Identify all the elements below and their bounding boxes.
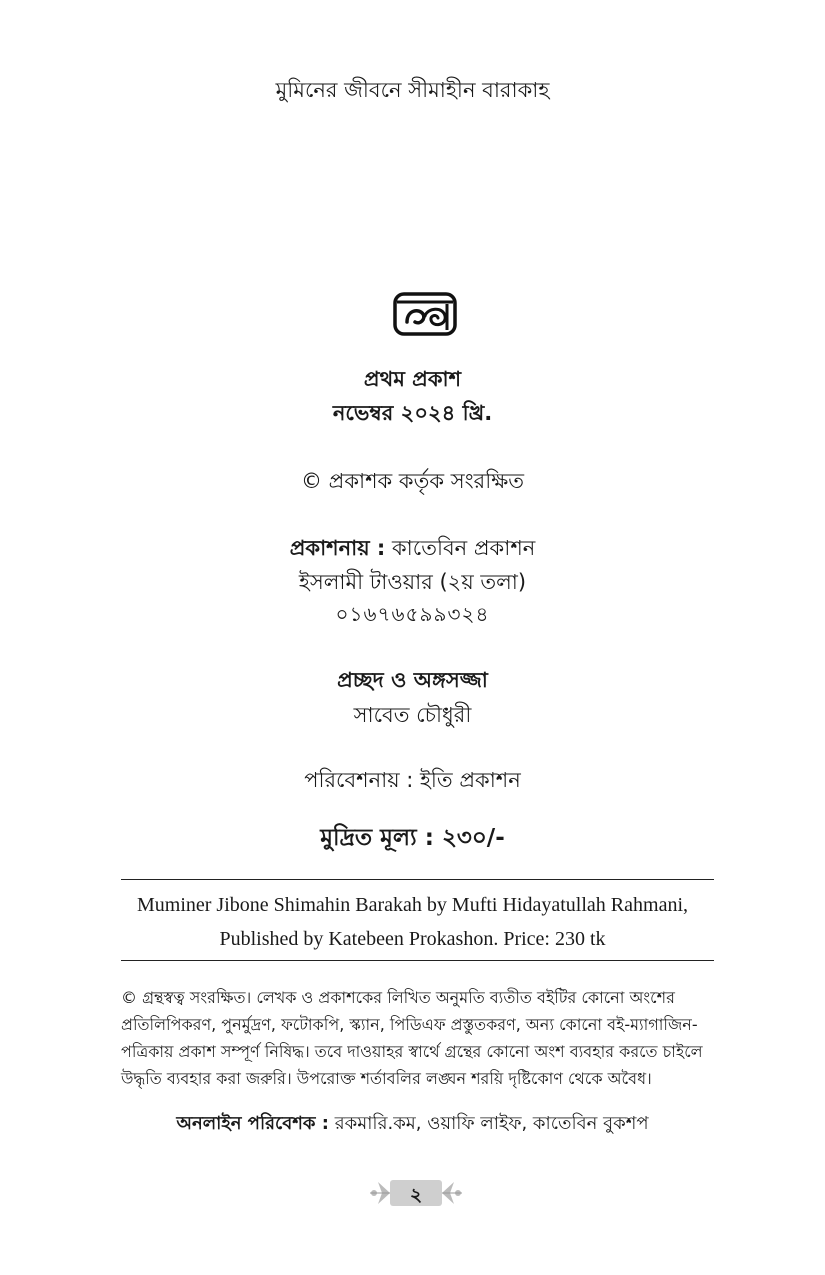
english-imprint-line-1: Muminer Jibone Shimahin Barakah by Mufti Hidayatullah Rahmani, xyxy=(136,894,688,916)
publisher-label: প্রকাশনায় : xyxy=(289,536,386,560)
publisher-address: ইসলামী টাওয়ার (২য় তলা) xyxy=(298,570,527,594)
rights-notice-line: প্রতিলিপিকরণ, পুনর্মুদ্রণ, ফটোকপি, স্ক্যান, পিডিএফ প্রস্তুতকরণ, অন্য কোনো বই-ম্যাগাজিন- xyxy=(121,1015,698,1034)
english-imprint-line-2: Published by Katebeen Prokashon. Price: 230 tk xyxy=(219,928,606,950)
rights-notice-line: © গ্রন্থস্বত্ব সংরক্ষিত। লেখক ও প্রকাশকের লিখিত অনুমতি ব্যতীত বইটির কোনো অংশের xyxy=(121,988,675,1007)
katebeen-logo-icon xyxy=(393,292,457,336)
printed-price: মুদ্রিত মূল্য : ২৩০/- xyxy=(320,825,505,851)
rights-notice-line: পত্রিকায় প্রকাশ সম্পূর্ণ নিষিদ্ধ। তবে দাওয়াহর স্বার্থে গ্রন্থের কোনো অংশ ব্যবহার করতে চাইলে xyxy=(121,1042,703,1061)
divider-bottom xyxy=(121,960,714,961)
online-distributors xyxy=(0,1109,825,1140)
rights-notice xyxy=(121,984,714,1092)
page-number: ২ xyxy=(409,1184,423,1206)
online-distributors-label: অনলাইন পরিবেশক : xyxy=(176,1113,329,1134)
cover-design-label: প্রচ্ছদ ও অঙ্গসজ্জা xyxy=(337,668,488,692)
divider-top xyxy=(121,879,714,880)
first-edition-label: প্রথম প্রকাশ xyxy=(363,367,462,391)
copyright-line: © প্রকাশক কর্তৃক সংরক্ষিত xyxy=(301,469,524,493)
publisher-line xyxy=(0,532,825,567)
running-title: মুমিনের জীবনে সীমাহীন বারাকাহ xyxy=(275,78,550,102)
page-number-ornament xyxy=(368,1176,464,1210)
cover-designer: সাবেত চৌধুরী xyxy=(353,703,472,727)
online-distributors-value: রকমারি.কম, ওয়াফি লাইফ, কাতেবিন বুকশপ xyxy=(334,1113,649,1134)
publisher-phone: ০১৬৭৬৫৯৯৩২৪ xyxy=(335,602,490,626)
rights-notice-line: উদ্ধৃতি ব্যবহার করা জরুরি। উপরোক্ত শর্তাবলির লঙ্ঘন শরয়ি দৃষ্টিকোণ থেকে অবৈধ। xyxy=(121,1069,652,1088)
publisher-name: কাতেবিন প্রকাশন xyxy=(391,536,536,560)
distribution-line: পরিবেশনায় : ইতি প্রকাশন xyxy=(304,768,521,792)
edition-date: নভেম্বর ২০২৪ খ্রি. xyxy=(332,401,493,425)
